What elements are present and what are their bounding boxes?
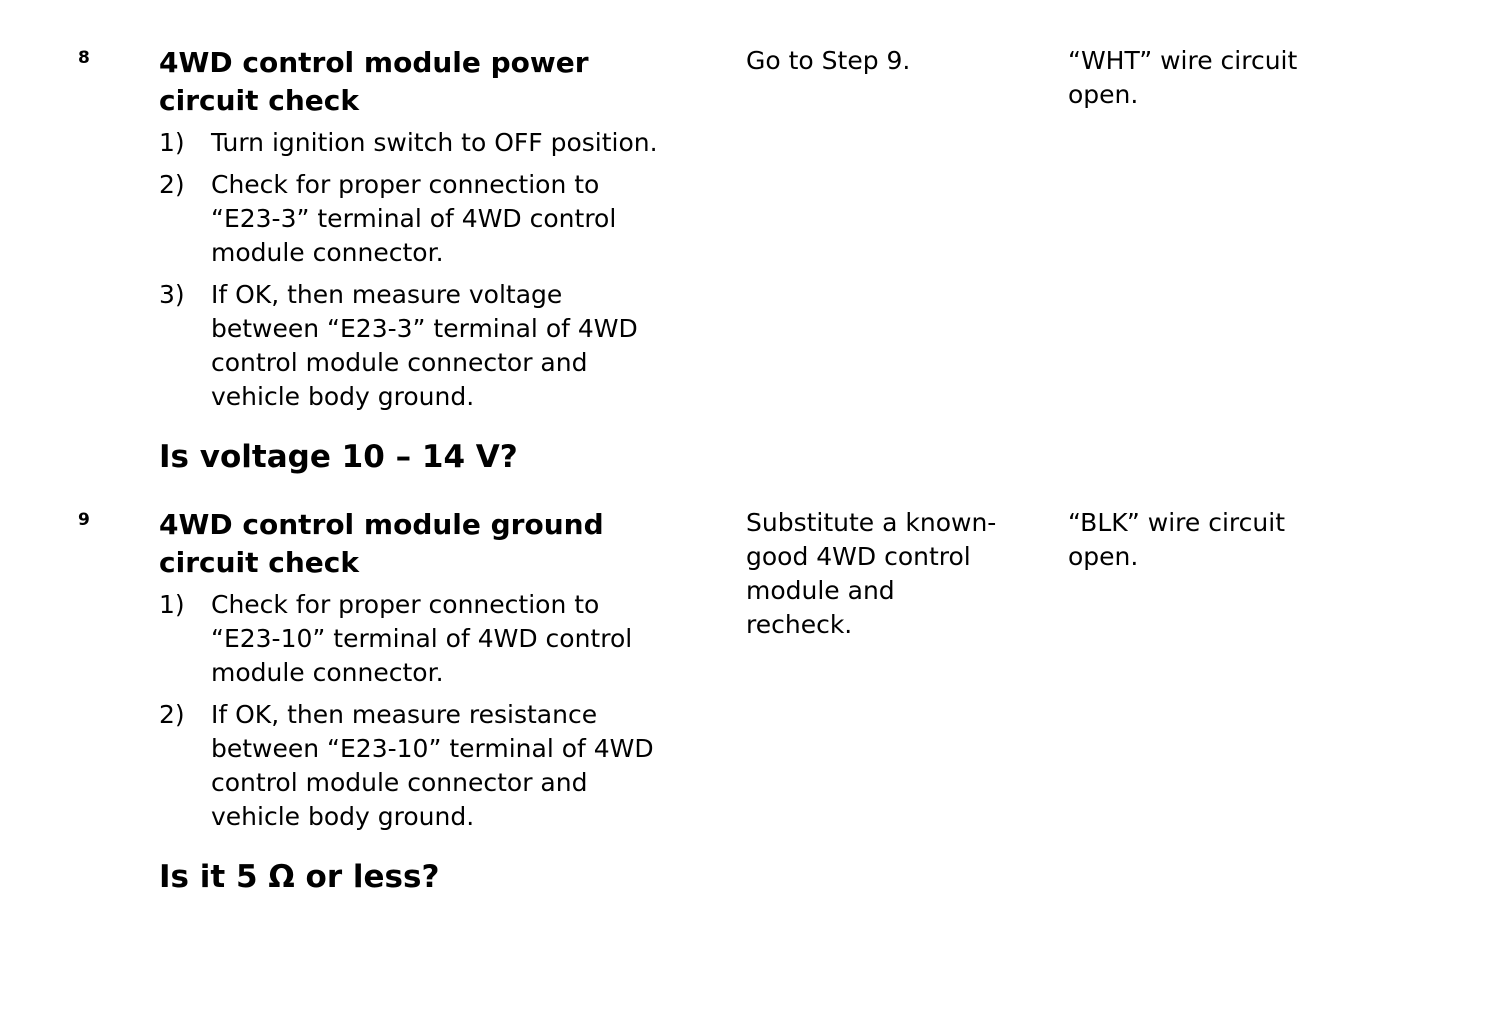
substep-text-line: control module connector and — [211, 768, 588, 797]
substep-number: 2) — [159, 170, 185, 199]
step-title-line: 4WD control module ground — [159, 508, 604, 541]
substep-number: 1) — [159, 128, 185, 157]
step-number: 9 — [78, 510, 90, 530]
substep-text-line: Check for proper connection to — [211, 590, 600, 619]
substep-number: 2) — [159, 700, 185, 729]
substep-number: 1) — [159, 590, 185, 619]
yes-action-line: module and — [746, 576, 895, 605]
no-action — [1068, 506, 1368, 574]
substep-text-line: vehicle body ground. — [211, 382, 475, 411]
substep-text-line: Turn ignition switch to OFF position. — [211, 128, 658, 157]
substep-text-line: module connector. — [211, 238, 444, 267]
yes-action-line: recheck. — [746, 610, 853, 639]
substep-text-line: If OK, then measure resistance — [211, 700, 598, 729]
no-action-line: “BLK” wire circuit — [1068, 508, 1285, 537]
no-action-line: open. — [1068, 542, 1139, 571]
substep-text-line: Check for proper connection to — [211, 170, 600, 199]
step-number: 8 — [78, 48, 90, 68]
step-title-line: circuit check — [159, 546, 360, 579]
yes-action — [746, 506, 1046, 642]
substep-item — [159, 698, 739, 834]
no-action-line: open. — [1068, 80, 1139, 109]
step-title — [159, 44, 739, 120]
substep-item — [159, 168, 739, 270]
substep-list — [159, 126, 739, 422]
substep-text-line: “E23-3” terminal of 4WD control — [211, 204, 617, 233]
step-title-line: circuit check — [159, 84, 360, 117]
substep-text-line: module connector. — [211, 658, 444, 687]
substep-text-line: between “E23-10” terminal of 4WD — [211, 734, 654, 763]
yes-action-line: good 4WD control — [746, 542, 971, 571]
no-action-line: “WHT” wire circuit — [1068, 46, 1298, 75]
substep-text-line: control module connector and — [211, 348, 588, 377]
step-question: Is it 5 Ω or less? — [159, 859, 440, 895]
substep-item — [159, 588, 739, 690]
step-title-line: 4WD control module power — [159, 46, 589, 79]
substep-number: 3) — [159, 280, 185, 309]
substep-text-line: vehicle body ground. — [211, 802, 475, 831]
yes-action-line: Substitute a known- — [746, 508, 997, 537]
substep-text-line: between “E23-3” terminal of 4WD — [211, 314, 638, 343]
substep-text-line: If OK, then measure voltage — [211, 280, 563, 309]
substep-list — [159, 588, 739, 842]
yes-action-line: Go to Step 9. — [746, 46, 911, 75]
substep-item — [159, 126, 739, 160]
substep-text-line: “E23-10” terminal of 4WD control — [211, 624, 633, 653]
yes-action — [746, 44, 1046, 78]
step-question: Is voltage 10 – 14 V? — [159, 439, 518, 475]
no-action — [1068, 44, 1368, 112]
substep-item — [159, 278, 739, 414]
step-title — [159, 506, 739, 582]
